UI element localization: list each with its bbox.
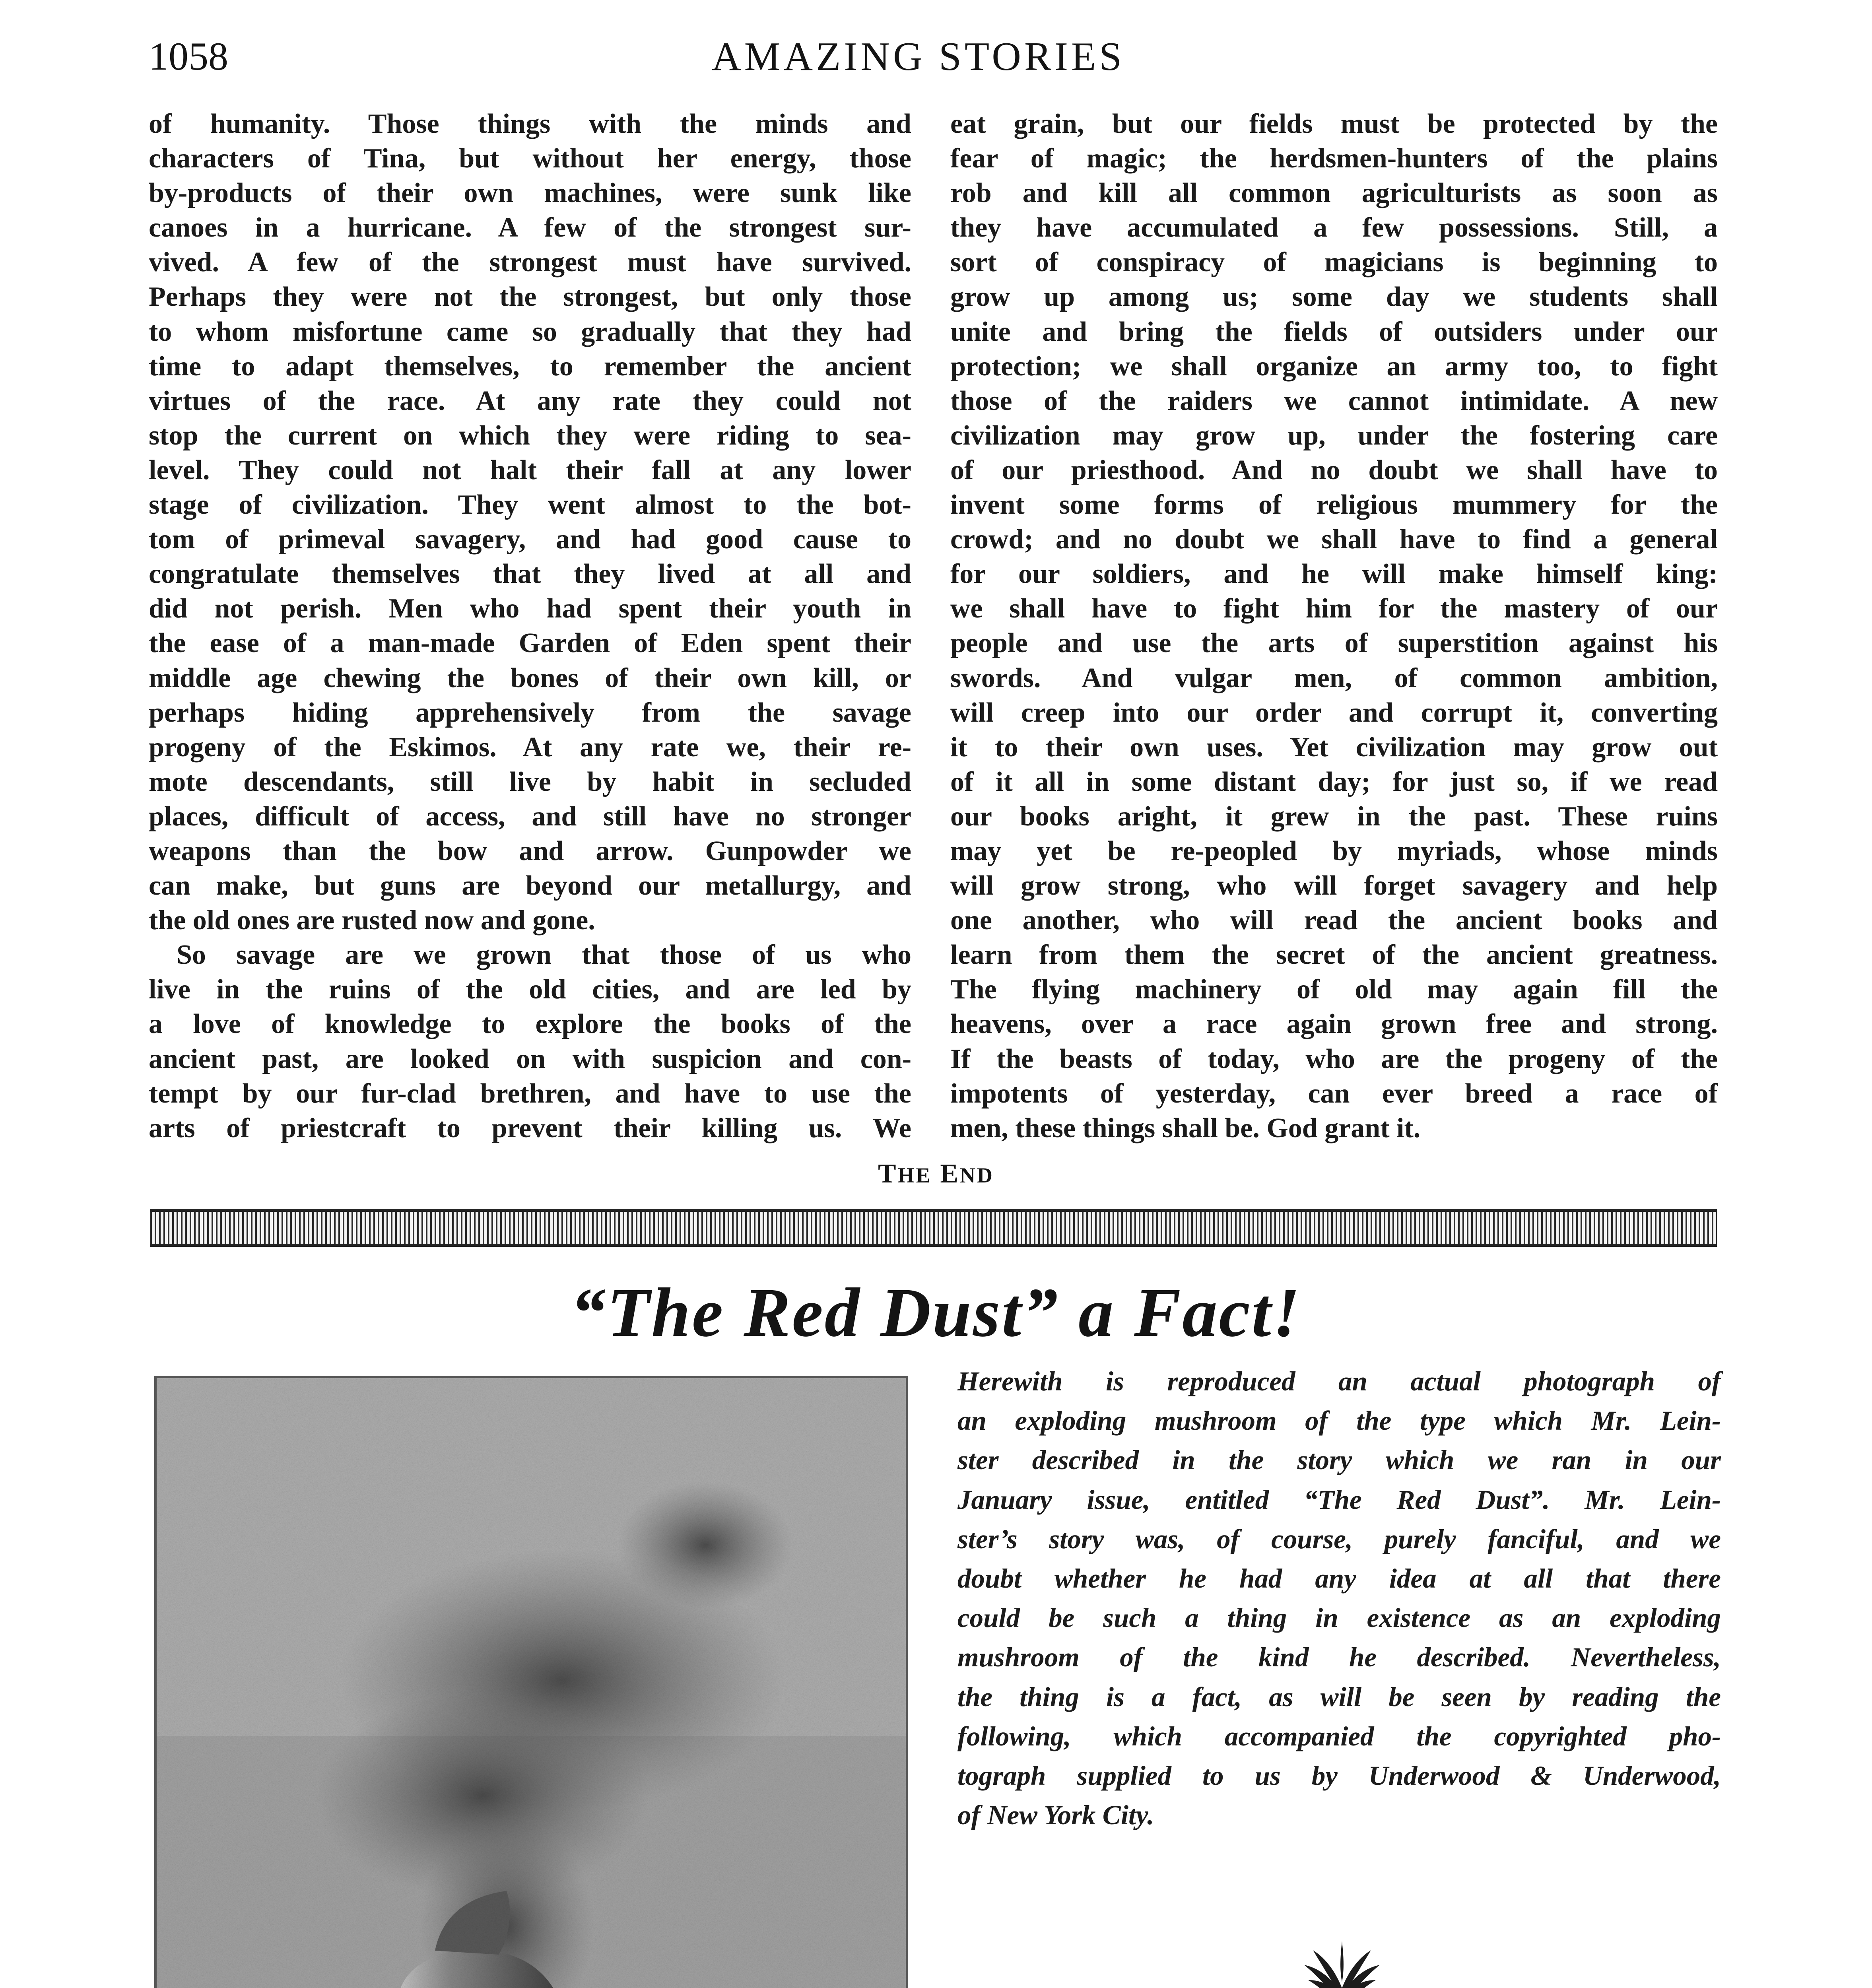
text-line: time to adapt themselves, to remember the ancient bbox=[149, 351, 911, 382]
text-line: January issue, entitled “The Red Dust”. Mr. Lein- bbox=[957, 1484, 1721, 1515]
text-line: protection; we shall organize an army too, to fight bbox=[950, 351, 1718, 382]
running-head: AMAZING STORIES bbox=[712, 34, 1125, 79]
text-line: to whom misfortune came so gradually that they had bbox=[149, 316, 911, 347]
text-line: for our soldiers, and he will make himself king: bbox=[950, 559, 1718, 590]
text-line: heavens, over a race again grown free and strong. bbox=[950, 1009, 1718, 1040]
text-line: will grow strong, who will forget savagery and help bbox=[950, 870, 1718, 901]
text-line: rob and kill all common agriculturists as soon as bbox=[950, 178, 1718, 209]
text-line: of New York City. bbox=[957, 1800, 1154, 1831]
story-column-right bbox=[950, 107, 1718, 1145]
mushroom-photograph bbox=[154, 1376, 908, 1988]
text-line: vived. A few of the strongest must have survived. bbox=[149, 247, 911, 278]
text-line: doubt whether he had any idea at all that there bbox=[957, 1563, 1721, 1594]
text-line: swords. And vulgar men, of common ambition, bbox=[950, 662, 1718, 693]
text-line: fear of magic; the herdsmen-hunters of the plains bbox=[950, 143, 1718, 174]
story-column-left bbox=[149, 107, 911, 1145]
text-line: stage of civilization. They went almost to the bot- bbox=[149, 489, 911, 520]
text-line: of humanity. Those things with the minds and bbox=[149, 109, 911, 139]
text-line: places, difficult of access, and still have no stronger bbox=[149, 801, 911, 832]
text-line: grow up among us; some day we students shall bbox=[950, 282, 1718, 313]
text-line: men, these things shall be. God grant it. bbox=[950, 1112, 1421, 1143]
leaf-ornament-icon bbox=[1296, 1936, 1388, 1988]
text-line: level. They could not halt their fall at any lower bbox=[149, 454, 911, 485]
the-end-initial-e: E bbox=[940, 1158, 960, 1188]
text-line: If the beasts of today, who are the progeny of the bbox=[950, 1043, 1718, 1074]
text-line: it to their own uses. Yet civilization may grow out bbox=[950, 732, 1718, 763]
text-line: people and use the arts of superstition against his bbox=[950, 628, 1718, 659]
text-line: crowd; and no doubt we shall have to find a general bbox=[950, 524, 1718, 555]
text-line: characters of Tina, but without her energy, those bbox=[149, 143, 911, 174]
text-line: of it all in some distant day; for just so, if we read bbox=[950, 766, 1718, 797]
the-end-small-caps-nd: ND bbox=[959, 1163, 994, 1187]
text-line: by-products of their own machines, were sunk like bbox=[149, 178, 911, 209]
text-line: weapons than the bow and arrow. Gunpowder we bbox=[149, 835, 911, 866]
text-line: tograph supplied to us by Underwood & Underwood, bbox=[957, 1761, 1721, 1791]
text-line: sort of conspiracy of magicians is beginning to bbox=[950, 247, 1718, 278]
text-line: an exploding mushroom of the type which Mr. Lein- bbox=[957, 1406, 1721, 1436]
text-line: invent some forms of religious mummery for the bbox=[950, 489, 1718, 520]
the-end-marker bbox=[0, 1158, 1872, 1189]
text-line: middle age chewing the bones of their own kill, or bbox=[149, 662, 911, 693]
text-line: Perhaps they were not the strongest, but only those bbox=[149, 282, 911, 313]
text-line: did not perish. Men who had spent their youth in bbox=[149, 593, 911, 624]
text-line: those of the raiders we cannot intimidate. A new bbox=[950, 385, 1718, 416]
text-line: following, which accompanied the copyrighted pho- bbox=[957, 1721, 1721, 1751]
text-line: one another, who will read the ancient books and bbox=[950, 905, 1718, 936]
text-line: of our priesthood. And no doubt we shall have to bbox=[950, 454, 1718, 485]
text-line: our books aright, it grew in the past. These ruins bbox=[950, 801, 1718, 832]
text-line: unite and bring the fields of outsiders under our bbox=[950, 316, 1718, 347]
text-line: The flying machinery of old may again fill the bbox=[950, 974, 1718, 1005]
article-headline: “The Red Dust” a Fact! bbox=[570, 1274, 1302, 1351]
text-line: could be such a thing in existence as an exploding bbox=[957, 1603, 1721, 1633]
text-line: arts of priestcraft to prevent their killing us. We bbox=[149, 1112, 911, 1143]
text-line: the thing is a fact, as will be seen by reading the bbox=[957, 1681, 1721, 1712]
text-line: they have accumulated a few possessions. Still, a bbox=[950, 212, 1718, 243]
the-end-small-caps-he: HE bbox=[897, 1163, 932, 1187]
text-line: ster’s story was, of course, purely fanciful, and we bbox=[957, 1524, 1721, 1554]
text-line: perhaps hiding apprehensively from the savage bbox=[149, 697, 911, 728]
text-line: tempt by our fur-clad brethren, and have to use the bbox=[149, 1078, 911, 1109]
text-line: eat grain, but our fields must be protected by the bbox=[950, 109, 1718, 139]
text-line: can make, but guns are beyond our metallurgy, and bbox=[149, 870, 911, 901]
section-divider bbox=[150, 1209, 1717, 1247]
text-line: mote descendants, still live by habit in secluded bbox=[149, 766, 911, 797]
text-line: live in the ruins of the old cities, and are led by bbox=[149, 974, 911, 1005]
text-line: virtues of the race. At any rate they could not bbox=[149, 385, 911, 416]
text-line: congratulate themselves that they lived at all and bbox=[149, 559, 911, 590]
text-line: stop the current on which they were riding to sea- bbox=[149, 420, 911, 451]
text-line: tom of primeval savagery, and had good cause to bbox=[149, 524, 911, 555]
the-end-initial-t: T bbox=[878, 1158, 898, 1188]
text-line: a love of knowledge to explore the books of the bbox=[149, 1009, 911, 1040]
text-line: mushroom of the kind he described. Nevertheless, bbox=[957, 1642, 1721, 1673]
text-line: may yet be re-peopled by myriads, whose minds bbox=[950, 835, 1718, 866]
text-line: civilization may grow up, under the fostering care bbox=[950, 420, 1718, 451]
text-line: ster described in the story which we ran in our bbox=[957, 1445, 1721, 1475]
the-end-space bbox=[932, 1158, 940, 1188]
text-line: will creep into our order and corrupt it, converting bbox=[950, 697, 1718, 728]
photo-illustration bbox=[157, 1378, 906, 1988]
text-line: we shall have to fight him for the mastery of our bbox=[950, 593, 1718, 624]
text-line: impotents of yesterday, can ever breed a race of bbox=[950, 1078, 1718, 1109]
text-line: canoes in a hurricane. A few of the strongest sur- bbox=[149, 212, 911, 243]
text-line: the ease of a man-made Garden of Eden spent their bbox=[149, 628, 911, 659]
text-line: the old ones are rusted now and gone. bbox=[149, 905, 595, 936]
article-intro bbox=[957, 1362, 1721, 1835]
text-line: ancient past, are looked on with suspicion and con- bbox=[149, 1043, 911, 1074]
text-line: learn from them the secret of the ancient greatness. bbox=[950, 940, 1718, 971]
text-line: So savage are we grown that those of us who bbox=[177, 940, 911, 971]
page-number: 1058 bbox=[149, 34, 228, 78]
text-line: progeny of the Eskimos. At any rate we, their re- bbox=[149, 732, 911, 763]
text-line: Herewith is reproduced an actual photograph of bbox=[957, 1366, 1721, 1396]
